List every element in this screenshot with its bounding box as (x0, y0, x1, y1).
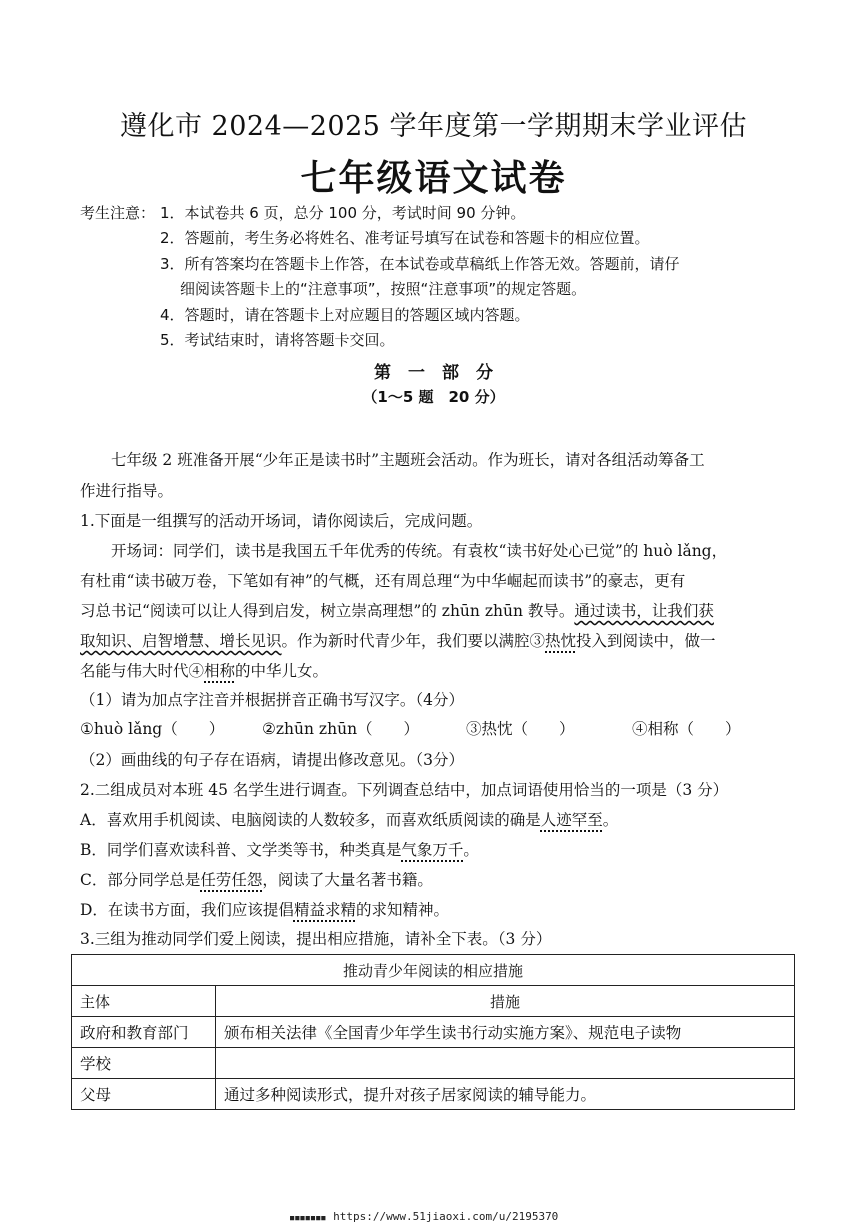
q2-option-a-text: A．喜欢用手机阅读、电脑阅读的人数较多，而喜欢纸质阅读的确是 (80, 811, 541, 829)
footer-url[interactable]: https://www.51jiaoxi.com/u/2195370 (333, 1210, 559, 1223)
table-cell-measure: 通过多种阅读形式，提升对孩子居家阅读的辅导能力。 (216, 1079, 795, 1110)
table-cell-subject: 学校 (72, 1048, 216, 1079)
q2-option-a (80, 805, 618, 835)
q1-blank-4: ④相称（ ） (632, 720, 741, 738)
footer-watermark (290, 1210, 558, 1223)
q2-option-c-end: ，阅读了大量名著书籍。 (262, 871, 433, 889)
table-cell-measure: 颁布相关法律《全国青少年学生读书行动实施方案》、规范电子读物 (216, 1017, 795, 1048)
intro-line2: 作进行指导。 (80, 482, 174, 500)
q2-option-c-idiom: 任劳任怨 (200, 871, 263, 889)
q2-option-c (80, 865, 433, 895)
q3-stem: 3.三组为推动同学们爱上阅读，提出相应措施，请补全下表。（3 分） (80, 930, 552, 948)
intro-line1: 七年级 2 班准备开展“少年正是读书时”主题班会活动。作为班长，请对各组活动筹备工 (111, 451, 705, 469)
q1-passage-line4 (80, 626, 716, 656)
q2-option-c-text: C．部分同学总是 (80, 871, 201, 889)
table-row (72, 1017, 795, 1048)
notice-item-4: 4．答题时，请在答题卡上对应题目的答题区域内答题。 (160, 306, 530, 324)
q1-passage-line4-end: 投入到阅读中，做一 (576, 632, 716, 650)
q2-option-b-end: 。 (463, 841, 479, 859)
q1-passage-line3 (80, 596, 714, 626)
q1-passage-line5-text: 名能与伟大时代④ (80, 662, 205, 680)
dotted-word-xiangchen: 相称 (204, 662, 236, 680)
q2-option-b-idiom: 气象万千 (401, 841, 464, 859)
table-cell-measure-blank (216, 1048, 795, 1079)
q1-passage-line5 (80, 656, 328, 686)
q1-passage-line4-text: 。作为新时代青少年，我们要以满腔③ (281, 632, 546, 650)
q2-option-b-text: B．同学们喜欢读科普、文学类等书，种类真是 (80, 841, 402, 859)
q2-stem: 2.二组成员对本班 45 名学生进行调查。下列调查总结中，加点词语使用恰当的一项是（3 分） (80, 781, 729, 799)
part-title: 第 一 部 分 (374, 363, 493, 383)
q2-option-d (80, 895, 449, 925)
dotted-word-rechen: 热忱 (545, 632, 577, 650)
table-caption-row (72, 955, 795, 986)
measures-table (71, 954, 795, 1110)
table-header-row (72, 986, 795, 1017)
table-row (72, 1079, 795, 1110)
q1-passage-line1: 开场词：同学们，读书是我国五千年优秀的传统。有袁枚“读书好处心已觉”的 huò lǎng， (111, 542, 728, 560)
q1-stem: 1.下面是一组撰写的活动开场词，请你阅读后，完成问题。 (80, 512, 483, 530)
q1-blank-1: ①huò lǎng（ ） (80, 720, 225, 738)
table-cell-subject: 父母 (72, 1079, 216, 1110)
faulty-sentence-part1: 通过读书，让我们获 (574, 602, 714, 620)
exam-title-line1: 遵化市 2024—2025 学年度第一学期期末学业评估 (119, 111, 748, 142)
q2-option-d-idiom: 精益求精 (293, 901, 356, 919)
q1-passage-line2: 有杜甫“读书破万卷，下笔如有神”的气概，还有周总理“为中华崛起而读书”的豪志，更有 (80, 572, 686, 590)
q1-passage-line5-end: 的中华儿女。 (235, 662, 329, 680)
table-cell-subject: 政府和教育部门 (72, 1017, 216, 1048)
notice-label: 考生注意： (80, 204, 156, 222)
q2-option-d-text: D．在读书方面，我们应该提倡 (80, 901, 294, 919)
table-row (72, 1048, 795, 1079)
notice-item-3-cont: 细阅读答题卡上的“注意事项”，按照“注意事项”的规定答题。 (180, 280, 587, 298)
q1-subquestion-1: （1）请为加点字注音并根据拼音正确书写汉字。（4分） (80, 691, 464, 709)
table-header-subject: 主体 (72, 986, 216, 1017)
q2-option-d-end: 的求知精神。 (355, 901, 449, 919)
q1-subquestion-2: （2）画曲线的句子存在语病，请提出修改意见。（3分） (80, 751, 464, 769)
notice-item-2: 2．答题前，考生务必将姓名、准考证号填写在试卷和答题卡的相应位置。 (160, 229, 650, 247)
notice-item-1: 1．本试卷共 6 页，总分 100 分，考试时间 90 分钟。 (160, 204, 526, 222)
q2-option-b (80, 835, 479, 865)
faulty-sentence-part2: 取知识、启智增慧、增长见识 (80, 632, 282, 650)
footer-dots-icon: ■■■■■■■ (290, 1214, 327, 1222)
q2-option-a-end: 。 (602, 811, 619, 829)
table-header-measure: 措施 (216, 986, 795, 1017)
table-caption: 推动青少年阅读的相应措施 (72, 955, 795, 986)
exam-title-line2: 七年级语文试卷 (300, 158, 567, 199)
q1-blank-3: ③热忱（ ） (466, 720, 575, 738)
notice-item-5: 5．考试结束时，请将答题卡交回。 (160, 331, 395, 349)
q1-blank-2: ②zhūn zhūn（ ） (262, 720, 420, 738)
q2-option-a-idiom: 人迹罕至 (540, 811, 603, 829)
q1-passage-line3-text: 习总书记“阅读可以让人得到启发，树立崇高理想”的 zhūn zhūn 教导。 (80, 602, 575, 620)
part-subtitle: （1～5 题 20 分） (362, 388, 505, 406)
notice-item-3: 3．所有答案均在答题卡上作答，在本试卷或草稿纸上作答无效。答题前，请仔 (160, 255, 680, 273)
